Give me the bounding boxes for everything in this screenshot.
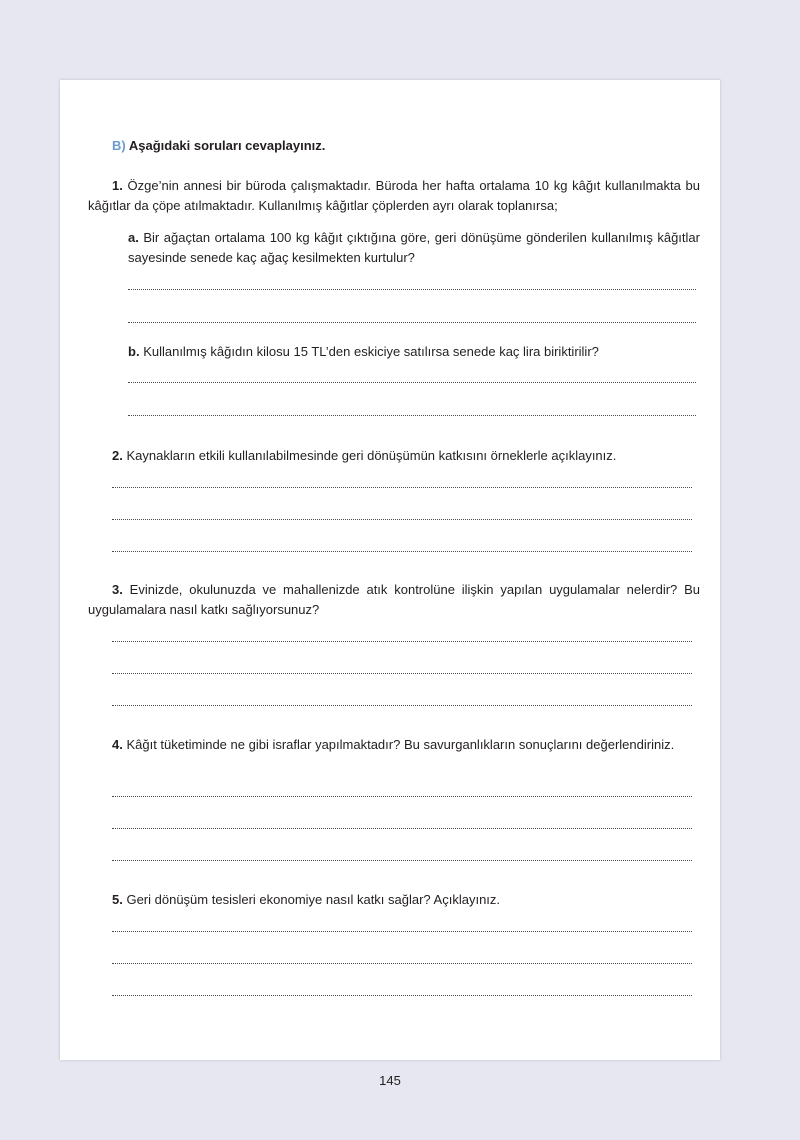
worksheet-page bbox=[60, 80, 720, 1060]
answer-line-3-3[interactable] bbox=[112, 702, 692, 706]
answer-line-4-2[interactable] bbox=[112, 825, 692, 829]
question-2-number: 2. bbox=[112, 448, 123, 463]
answer-line-5-2[interactable] bbox=[112, 960, 692, 964]
question-4 bbox=[88, 735, 700, 755]
section-title: Aşağıdaki soruları cevaplayınız. bbox=[128, 138, 326, 153]
answer-line-5-1[interactable] bbox=[112, 928, 692, 932]
answer-line-3-1[interactable] bbox=[112, 638, 692, 642]
answer-line-5-3[interactable] bbox=[112, 992, 692, 996]
section-heading bbox=[112, 136, 325, 156]
answer-line-2-1[interactable] bbox=[112, 484, 692, 488]
question-5-text: Geri dönüşüm tesisleri ekonomiye nasıl katkı sağlar? Açıklayınız. bbox=[126, 892, 501, 907]
question-3-text: Evinizde, okulunuzda ve mahallenizde atık kontrolüne ilişkin yapılan uygulamalar nelerdir? Bu uygulamalara nasıl katkı sağlıyorsunuz? bbox=[88, 582, 700, 617]
answer-line-4-1[interactable] bbox=[112, 793, 692, 797]
question-4-text: Kâğıt tüketiminde ne gibi israflar yapılmaktadır? Bu savurganlıkların sonuçlarını değerlendiriniz. bbox=[126, 737, 675, 752]
question-5-number: 5. bbox=[112, 892, 123, 907]
answer-line-1a-1[interactable] bbox=[128, 286, 696, 290]
answer-line-3-2[interactable] bbox=[112, 670, 692, 674]
question-1a-label: a. bbox=[128, 230, 139, 245]
question-2-text: Kaynakların etkili kullanılabilmesinde geri dönüşümün katkısını örneklerle açıklayınız. bbox=[126, 448, 617, 463]
question-2 bbox=[112, 446, 700, 466]
question-5 bbox=[112, 890, 700, 910]
section-letter: B) bbox=[112, 138, 126, 153]
answer-line-1a-2[interactable] bbox=[128, 319, 696, 323]
answer-line-4-3[interactable] bbox=[112, 857, 692, 861]
question-1-text: Özge’nin annesi bir büroda çalışmaktadır. Büroda her hafta ortalama 10 kg kâğıt kullanılmakta bu kâğıtlar da çöpe atılmaktadır. Kullanılmış kâğıtlar çöplerden ayrı olarak toplanırsa; bbox=[88, 178, 700, 213]
question-3 bbox=[88, 580, 700, 620]
question-1a-text: Bir ağaçtan ortalama 100 kg kâğıt çıktığına göre, geri dönüşüme gönderilen kullanılmış kâğıtlar sayesinde senede kaç ağaç kesilmekten kurtulur? bbox=[128, 230, 700, 265]
page-number: 145 bbox=[379, 1073, 401, 1088]
answer-line-1b-2[interactable] bbox=[128, 412, 696, 416]
question-1b bbox=[128, 342, 700, 362]
answer-line-2-2[interactable] bbox=[112, 516, 692, 520]
question-1-number: 1. bbox=[112, 178, 123, 193]
question-1b-label: b. bbox=[128, 344, 140, 359]
question-1 bbox=[88, 176, 700, 216]
question-4-number: 4. bbox=[112, 737, 123, 752]
answer-line-2-3[interactable] bbox=[112, 548, 692, 552]
question-1a bbox=[128, 228, 700, 268]
question-3-number: 3. bbox=[112, 582, 123, 597]
answer-line-1b-1[interactable] bbox=[128, 379, 696, 383]
question-1b-text: Kullanılmış kâğıdın kilosu 15 TL’den eskiciye satılırsa senede kaç lira biriktirilir? bbox=[143, 344, 599, 359]
